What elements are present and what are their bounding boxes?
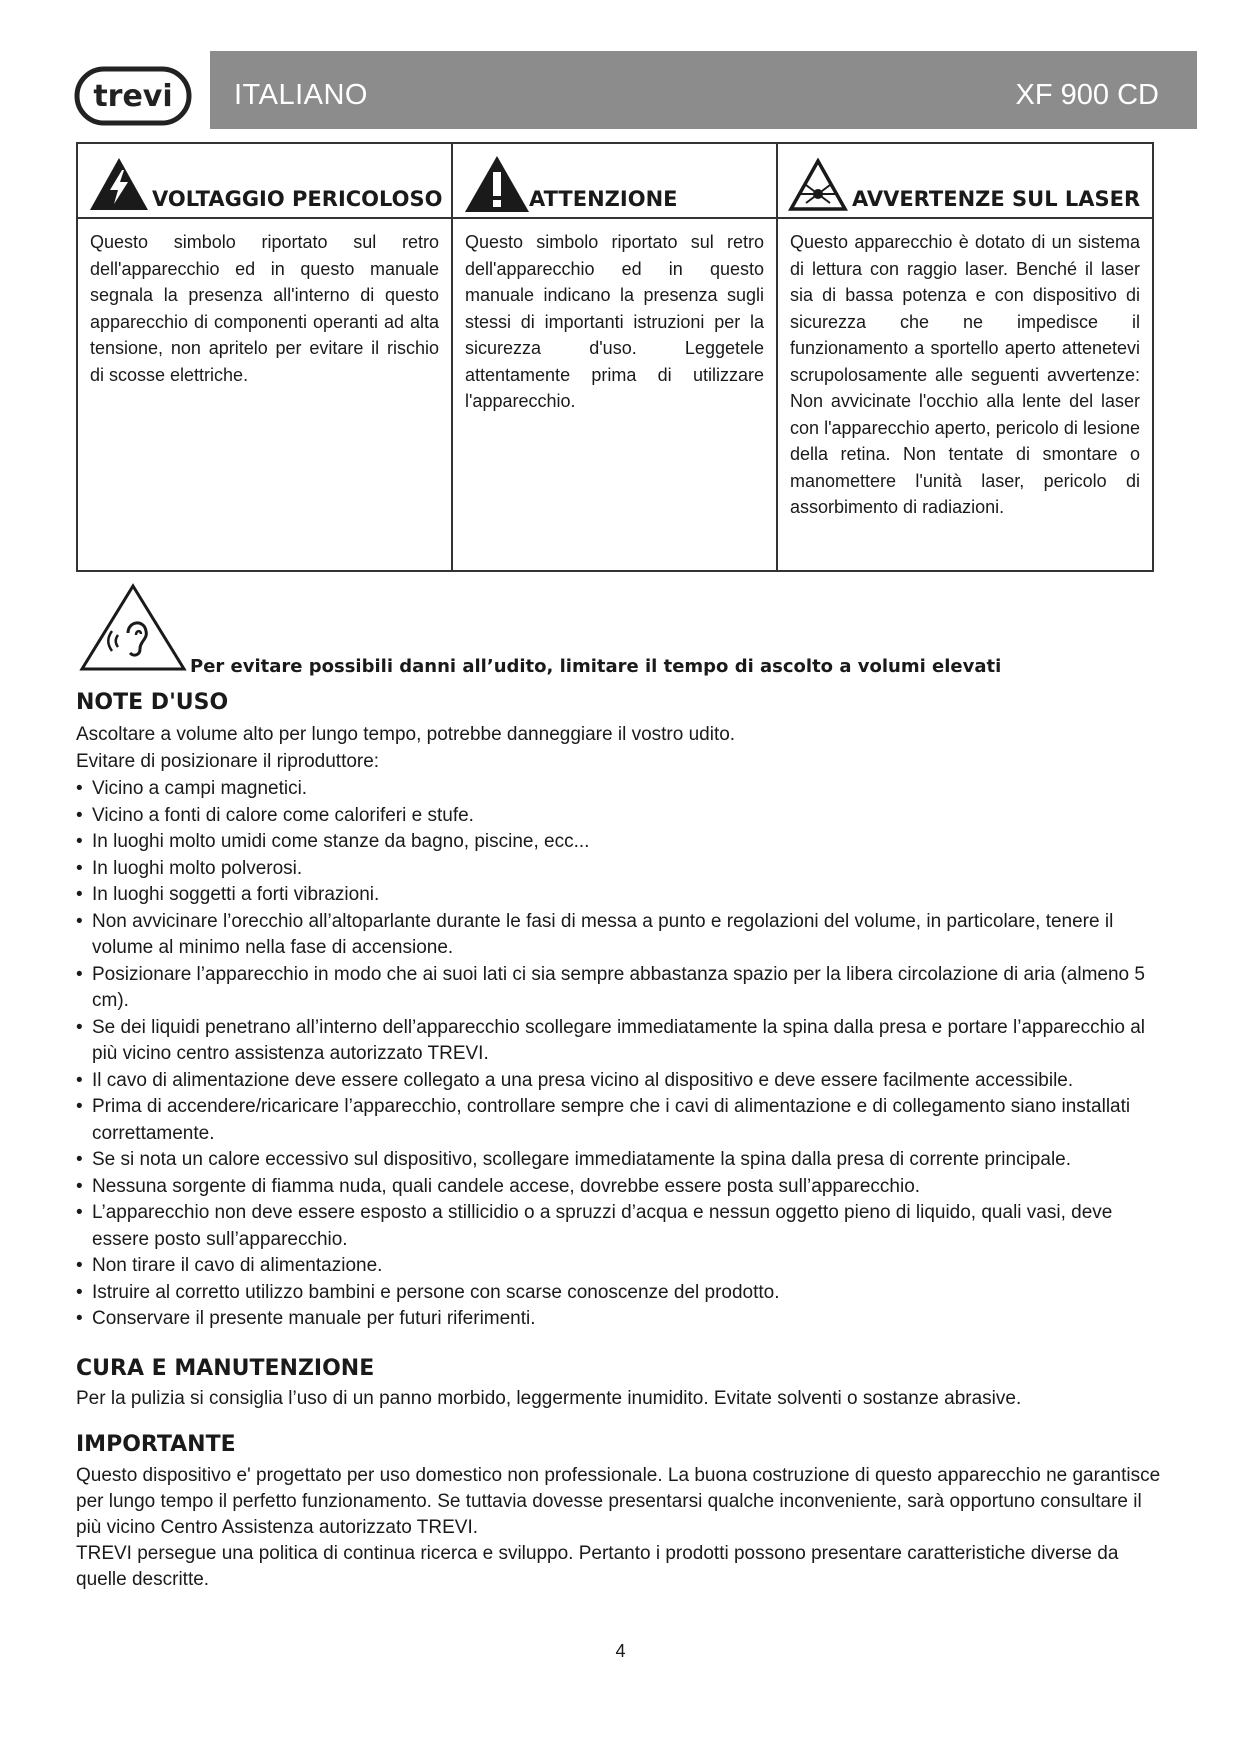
warning-header bbox=[78, 144, 451, 219]
list-item: • Non tirare il cavo di alimentazione. bbox=[76, 1253, 1166, 1280]
note-uso-intro: Ascoltare a volume alto per lungo tempo, potrebbe danneggiare il vostro udito. bbox=[76, 724, 736, 745]
list-item: • L’apparecchio non deve essere esposto a stillicidio o a spruzzi d’acqua e nessun oggetto pieno di liquido, quali vasi, deve essere posto sull’apparecchio. bbox=[76, 1200, 1166, 1253]
page-number: 4 bbox=[615, 1641, 626, 1661]
warning-text: Questo simbolo riportato sul retro dell'apparecchio ed in questo manuale segnala la presenza all'interno di questo apparecchio di componenti operanti ad alta tensione, non apritelo per evitare il rischio di scosse elettriche. bbox=[90, 232, 439, 385]
importante-paragraph: Questo dispositivo e' progettato per uso domestico non professionale. La buona costruzione di questo apparecchio ne garantisce per lungo tempo il perfetto funzionamento. Se tuttavia dovesse presentarsi qualche inconveniente, sarà opportuno consultare il più vicino Centro Assistenza autorizzato TREVI. bbox=[76, 1465, 1161, 1538]
list-item: • Conservare il presente manuale per futuri riferimenti. bbox=[76, 1306, 1166, 1333]
list-item: • In luoghi molto umidi come stanze da bagno, piscine, ecc... bbox=[76, 829, 1166, 856]
trevi-logo bbox=[74, 66, 192, 126]
hearing-warning-icon bbox=[78, 583, 188, 673]
list-item: • Non avvicinare l’orecchio all’altoparlante durante le fasi di messa a punto e regolazioni del volume, in particolare, tenere il volume al minimo nella fase di accensione. bbox=[76, 909, 1166, 962]
cura-title: CURA E MANUTENZIONE bbox=[76, 1356, 375, 1381]
note-uso-title: NOTE D'USO bbox=[76, 690, 229, 715]
list-item: • Se dei liquidi penetrano all’interno dell’apparecchio scollegare immediatamente la spina dalla presa e portare l’apparecchio al più vicino centro assistenza autorizzato TREVI. bbox=[76, 1015, 1166, 1068]
importante-paragraph: TREVI persegue una politica di continua ricerca e sviluppo. Pertanto i prodotti possono presentare caratteristiche diverse da quelle descritte. bbox=[76, 1543, 1119, 1590]
list-item: • Istruire al corretto utilizzo bambini e persone con scarse conoscenze del prodotto. bbox=[76, 1280, 1166, 1307]
note-uso-intro: Evitare di posizionare il riproduttore: bbox=[76, 751, 380, 772]
warning-column-attention bbox=[453, 144, 778, 570]
header-language: ITALIANO bbox=[234, 79, 368, 111]
list-item: • Nessuna sorgente di fiamma nuda, quali candele accese, dovrebbe essere posta sull’apparecchio. bbox=[76, 1174, 1166, 1201]
cura-text: Per la pulizia si consiglia l’uso di un panno morbido, leggermente inumidito. Evitate solventi o sostanze abrasive. bbox=[76, 1388, 1022, 1409]
logo-text: trevi bbox=[93, 79, 173, 114]
high-voltage-icon bbox=[88, 156, 150, 212]
warning-column-voltage bbox=[78, 144, 453, 570]
warning-text: Questo simbolo riportato sul retro dell'apparecchio ed in questo manuale indicano la presenza sugli stessi di importanti istruzioni per la sicurezza d'uso. Leggetele attentamente prima di utilizzare l'apparecchio. bbox=[465, 232, 764, 411]
list-item: • Se si nota un calore eccessivo sul dispositivo, scollegare immediatamente la spina dalla presa di corrente principale. bbox=[76, 1147, 1166, 1174]
list-item: • In luoghi molto polverosi. bbox=[76, 856, 1166, 883]
warning-column-laser bbox=[778, 144, 1152, 570]
list-item: • Prima di accendere/ricaricare l’apparecchio, controllare sempre che i cavi di alimentazione e di collegamento siano installati correttamente. bbox=[76, 1094, 1166, 1147]
warning-title: AVVERTENZE SUL LASER bbox=[852, 187, 1141, 211]
warning-title: VOLTAGGIO PERICOLOSO bbox=[152, 187, 443, 211]
list-item: • In luoghi soggetti a forti vibrazioni. bbox=[76, 882, 1166, 909]
header-model: XF 900 CD bbox=[1015, 79, 1159, 111]
warning-text: Questo apparecchio è dotato di un sistema di lettura con raggio laser. Benché il laser sia di bassa potenza e con dispositivo di sicurezza che ne impedisce il funzionamento a sportello aperto attenetevi scrupolosamente alle seguenti avvertenze: Non avvicinate l'occhio alla lente del laser con l'apparecchio aperto, pericolo di lesione della retina. Non tentate di smontare o manomettere l'unità laser, pericolo di assorbimento di radiazioni. bbox=[790, 232, 1140, 517]
exclamation-warning-icon bbox=[463, 154, 531, 214]
list-item: • Posizionare l’apparecchio in modo che ai suoi lati ci sia sempre abbastanza spazio per la libera circolazione di aria (almeno 5 cm). bbox=[76, 962, 1166, 1015]
warning-header bbox=[453, 144, 776, 219]
list-item: • Il cavo di alimentazione deve essere collegato a una presa vicino al dispositivo e deve essere facilmente accessibile. bbox=[76, 1068, 1166, 1095]
header-bar bbox=[210, 51, 1197, 129]
warning-title: ATTENZIONE bbox=[529, 187, 678, 211]
importante-title: IMPORTANTE bbox=[76, 1432, 236, 1457]
list-item: • Vicino a fonti di calore come caloriferi e stufe. bbox=[76, 803, 1166, 830]
hearing-warning-text: Per evitare possibili danni all’udito, limitare il tempo di ascolto a volumi elevati bbox=[190, 656, 1002, 677]
warning-header bbox=[778, 144, 1152, 219]
laser-warning-icon bbox=[788, 158, 848, 212]
list-item: • Vicino a campi magnetici. bbox=[76, 776, 1166, 803]
warning-table bbox=[76, 142, 1154, 572]
note-uso-list bbox=[76, 776, 1166, 1333]
